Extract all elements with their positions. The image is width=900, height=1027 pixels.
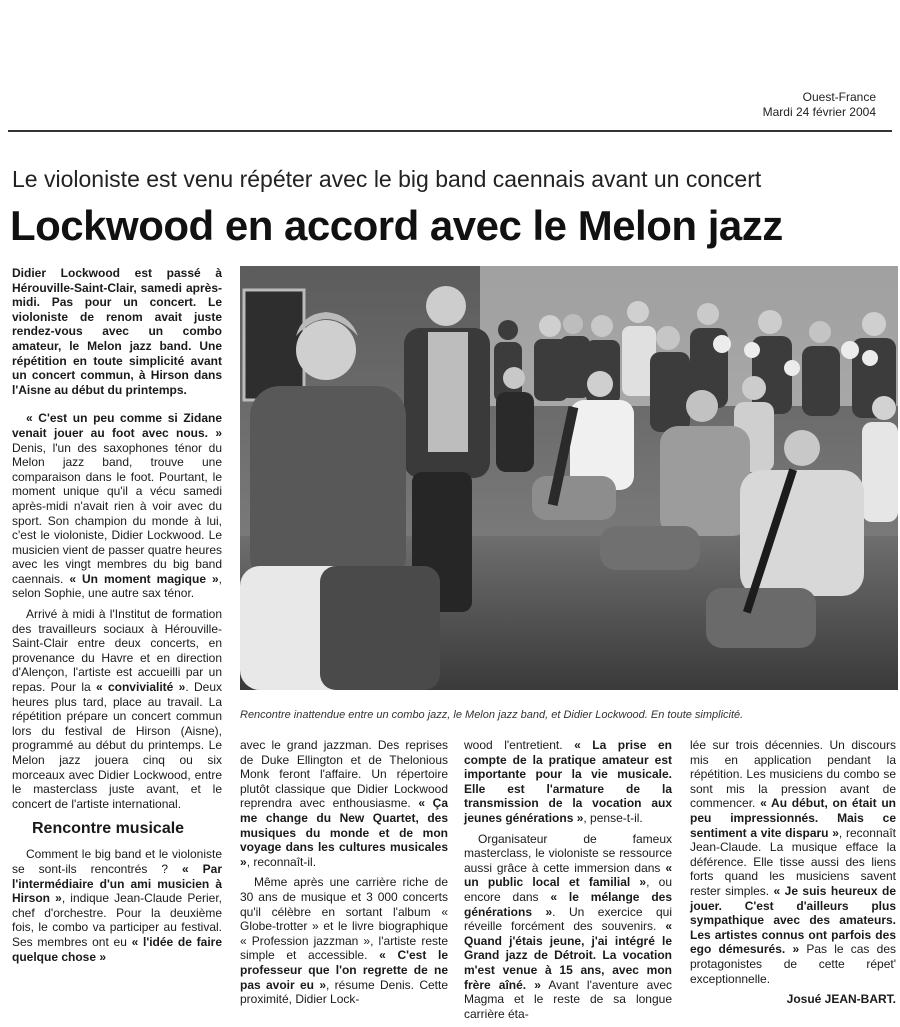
top-divider [8, 130, 892, 132]
quote: « Je suis heureux de jouer. C'est d'ailleurs plus sympathique avec des amateurs. Les artistes connus ont parfois des ego démesurés. » [690, 883, 896, 957]
article-column-3 [464, 738, 672, 1027]
body-paragraph: avec le grand jazzman. Des reprises de Duke Ellington et de Thelonious Monk feront l'affaire. Un répertoire plutôt classique que Didier Lockwood reprendra avec enthousiasme. « Ça me change du New Quartet, des musiques du monde et de mon voyage dans les cultures musicales », reconnaît-il. [240, 738, 448, 869]
quote: « convivialité » [95, 680, 186, 695]
band-rehearsal-photo [240, 266, 898, 690]
article-column-4 [690, 738, 896, 1007]
body-paragraph: Arrivé à midi à l'Institut de formation des travailleurs sociaux à Hérouville-Saint-Clair entre deux concerts, en provenance du Havre et en direction d'Alençon, l'artiste est accueilli par un repas. Pour la « convivialité ». Deux heures plus tard, place au travail. La répétition prépare un concert commun lors du festival de Hirson (Aisne), programmé au début du printemps. Le Melon jazz jouera cinq ou six morceaux avec Didier Lockwood, entre le masterclass juste avant, et le concert de l'artiste international. [12, 607, 222, 811]
quote: « C'est le professeur que l'on regrette de ne pas avoir eu » [240, 948, 449, 992]
quote: « Par l'intermédiaire d'un ami musicien à Hirson » [12, 861, 223, 906]
article-headline: Lockwood en accord avec le Melon jazz [10, 202, 783, 249]
body-paragraph: Même après une carrière riche de 30 ans de musique et 3 000 concerts qu'il célèbre en sortant l'album « Globe-trotter » et le livre biographique « Profession jazzman », l'artiste reste simple et accessible. « C'est le professeur que l'on regrette de ne pas avoir eu », résume Denis. Cette proximité, Didier Lock- [240, 875, 449, 1007]
quote: « un public local et familial » [464, 860, 672, 890]
photo-caption: Rencontre inattendue entre un combo jazz, le Melon jazz band, et Didier Lockwood. En toute simplicité. [240, 709, 744, 721]
body-paragraph: Comment le big band et le violoniste se sont-ils rencontrés ? « Par l'intermédiaire d'un ami musicien à Hirson », indique Jean-Claude Perier, chef d'orchestre. Pour la deuxième fois, le combo va participer au festival. Ses membres ont eu « l'idée de faire quelque chose » [12, 847, 223, 964]
quote: « Quand j'étais jeune, j'ai intégré le Grand jazz de Détroit. La vocation m'est venue à 15 ans, avec mon frère aîné. » [464, 919, 672, 992]
publication-date: Mardi 24 février 2004 [762, 105, 876, 119]
quote: « l'idée de faire quelque chose » [12, 934, 222, 964]
body-paragraph: lée sur trois décennies. Un discours mis en application pendant la répétition. Les musiciens du combo se sont mis la pression avant de commencer. « Au début, on était un peu impressionnés. Mais ce sentiment a vite disparu », reconnaît Jean-Claude. La musique efface la déférence. Elle tisse aussi des liens forts quand les musiciens savent rester simples. « Je suis heureux de jouer. C'est d'ailleurs plus sympathique avec des amateurs. Les artistes connus ont parfois des ego démesurés. » Pas le cas des protagonistes de cette répet' exceptionnelle. [690, 738, 896, 986]
article-column-2 [240, 738, 448, 1013]
author-signature: Josué JEAN-BART. [786, 992, 896, 1007]
quote: « La prise en compte de la pratique amateur est importante pour la vie musicale. Elle est l'armature de la transmission de la vocation aux jeunes générations » [464, 738, 672, 825]
body-paragraph: wood l'entretient. « La prise en compte de la pratique amateur est importante pour la vie musicale. Elle est l'armature de la transmission de la vocation aux jeunes générations », pense-t-il. [464, 738, 672, 825]
quote: « Ça me change du New Quartet, des musiques du monde et de mon voyage dans les cultures musicales » [240, 796, 448, 869]
body-paragraph: « C'est un peu comme si Zidane venait jouer au foot avec nous. » Denis, l'un des saxophones ténor du Melon jazz band, trouve une comparaison dans le foot. Pourtant, le moment unique qu'il a vécu samedi après-midi n'avait rien à voir avec du sport. Son champion du monde à lui, c'est le violoniste, Didier Lockwood. Le musicien vient de passer quatre heures avec les vingt membres du big band caennais. « Un moment magique », selon Sophie, une autre sax ténor. [12, 411, 222, 601]
article-column-1 [12, 266, 222, 970]
quote: « le mélange des générations » [464, 889, 672, 919]
newspaper-name: Ouest-France [802, 90, 876, 104]
section-subhead: Rencontre musicale [32, 820, 185, 838]
quote: « C'est un peu comme si Zidane venait jouer au foot avec nous. » [12, 411, 222, 440]
quote: « Au début, on était un peu impressionnés. Mais ce sentiment a vite disparu » [690, 796, 896, 840]
body-paragraph: Organisateur de fameux masterclass, le violoniste se ressource aussi grâce à cette immersion dans « un public local et familial », ou encore dans « le mélange des générations ». Un exercice qui réveille forcément des souvenirs. « Quand j'étais jeune, j'ai intégré le Grand jazz de Détroit. La vocation m'est venue à 15 ans, avec mon frère aîné. » Avant l'aventure avec Magma et le reste de sa longue carrière éta- [464, 831, 673, 1021]
article-photo [240, 266, 898, 690]
masthead [763, 90, 876, 120]
article-kicker: Le violoniste est venu répéter avec le big band caennais avant un concert [12, 166, 762, 192]
quote: « Un moment magique » [69, 571, 219, 586]
article-lead [12, 266, 222, 397]
lead-paragraph: Didier Lockwood est passé à Hérouville-Saint-Clair, samedi après-midi. Pas pour un concert. Le violoniste de renom avait juste rendez-vous avec un combo amateur, le Melon jazz band. Une répétition en toute simplicité avant un concert commun, à Hirson dans l'Aisne au début du printemps. [12, 266, 222, 397]
